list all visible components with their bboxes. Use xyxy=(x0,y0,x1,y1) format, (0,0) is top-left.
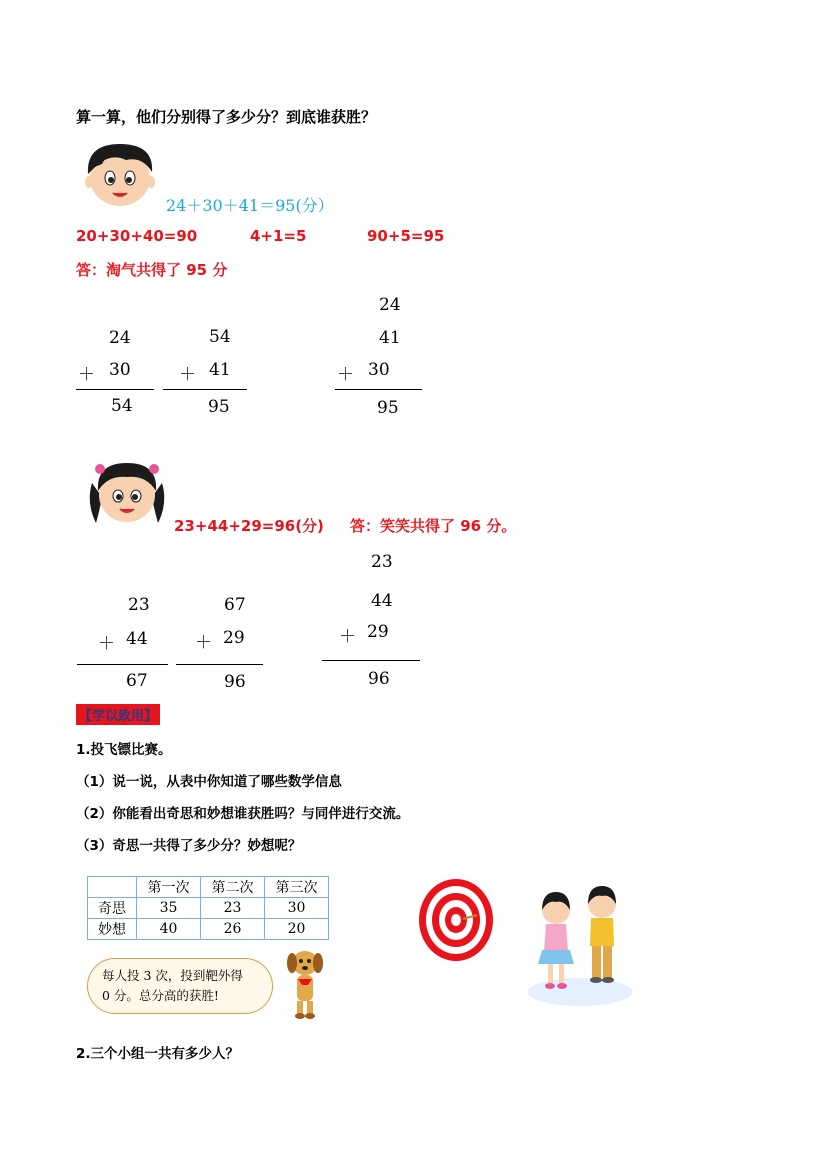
rule-speech-bubble xyxy=(87,958,273,1014)
table-cell: 35 xyxy=(137,898,201,919)
table-row xyxy=(88,919,329,940)
taoqi-method-2: 4+1=5 xyxy=(250,227,307,245)
problem1-item-2: （2）你能看出奇思和妙想谁获胜吗？与同伴进行交流。 xyxy=(76,806,410,822)
bubble-line: 0 分。总分高的获胜! xyxy=(102,988,219,1003)
calc-operand: 44 xyxy=(371,591,393,611)
taoqi-method-1: 20+30+40=90 xyxy=(76,227,198,245)
calc-operand: 30 xyxy=(109,360,131,380)
table-header xyxy=(88,877,137,898)
calc-operand: 30 xyxy=(368,360,390,380)
calc-operand: 29 xyxy=(367,622,389,642)
calc-result: 67 xyxy=(126,671,148,691)
plus-sign: ＋ xyxy=(98,634,115,654)
table-cell: 30 xyxy=(265,898,329,919)
table-header: 第三次 xyxy=(265,877,329,898)
calc-operand: 23 xyxy=(128,595,150,615)
boy-avatar-icon xyxy=(80,138,160,210)
calc-line xyxy=(77,664,168,665)
plus-sign: ＋ xyxy=(339,627,356,647)
calc-result: 95 xyxy=(377,398,399,418)
plus-sign: ＋ xyxy=(179,365,196,385)
table-cell: 妙想 xyxy=(88,919,137,940)
table-header: 第二次 xyxy=(201,877,265,898)
calc-operand: 41 xyxy=(209,360,231,380)
calc-line xyxy=(76,389,154,390)
calc-operand: 54 xyxy=(209,327,231,347)
bubble-line: 每人投 3 次，投到靶外得 xyxy=(102,968,243,983)
intro-question: 算一算，他们分别得了多少分？到底谁获胜？ xyxy=(76,108,377,126)
taoqi-equation: 24＋30＋41＝95(分） xyxy=(166,196,334,215)
calc-result: 96 xyxy=(368,669,390,689)
problem1-title: 1.投飞镖比赛。 xyxy=(76,742,172,758)
table-cell: 奇思 xyxy=(88,898,137,919)
girl-avatar-icon xyxy=(86,453,168,529)
plus-sign: ＋ xyxy=(195,633,212,653)
calc-operand: 41 xyxy=(379,328,401,348)
calc-operand: 23 xyxy=(371,552,393,572)
calc-line xyxy=(163,389,247,390)
calc-result: 54 xyxy=(111,396,133,416)
calc-line xyxy=(322,660,420,661)
table-row xyxy=(88,898,329,919)
calc-line xyxy=(335,389,422,390)
problem2-title: 2.三个小组一共有多少人？ xyxy=(76,1046,240,1062)
problem1-item-3: （3）奇思一共得了多少分？妙想呢？ xyxy=(76,838,302,854)
children-pair-icon xyxy=(526,880,634,1010)
taoqi-method-3: 90+5=95 xyxy=(367,227,445,245)
score-table xyxy=(87,876,329,940)
calc-operand: 29 xyxy=(223,628,245,648)
calc-operand: 44 xyxy=(126,629,148,649)
calc-operand: 24 xyxy=(109,328,131,348)
calc-result: 96 xyxy=(224,672,246,692)
calc-line xyxy=(176,664,263,665)
calc-result: 95 xyxy=(208,397,230,417)
taoqi-answer: 答：淘气共得了 95 分 xyxy=(76,261,228,279)
plus-sign: ＋ xyxy=(337,365,354,385)
section-title: 【学以致用】 xyxy=(76,704,160,725)
table-header: 第一次 xyxy=(137,877,201,898)
dog-mascot-icon xyxy=(280,945,330,1020)
calc-operand: 67 xyxy=(224,595,246,615)
table-cell: 20 xyxy=(265,919,329,940)
xiaoxiao-answer: 答：笑笑共得了 96 分。 xyxy=(350,517,517,535)
xiaoxiao-equation: 23+44+29=96(分) xyxy=(174,517,324,535)
plus-sign: ＋ xyxy=(78,365,95,385)
table-cell: 23 xyxy=(201,898,265,919)
table-cell: 40 xyxy=(137,919,201,940)
problem1-item-1: （1）说一说，从表中你知道了哪些数学信息 xyxy=(76,774,342,790)
dartboard-icon xyxy=(417,877,495,963)
table-cell: 26 xyxy=(201,919,265,940)
calc-operand: 24 xyxy=(379,295,401,315)
